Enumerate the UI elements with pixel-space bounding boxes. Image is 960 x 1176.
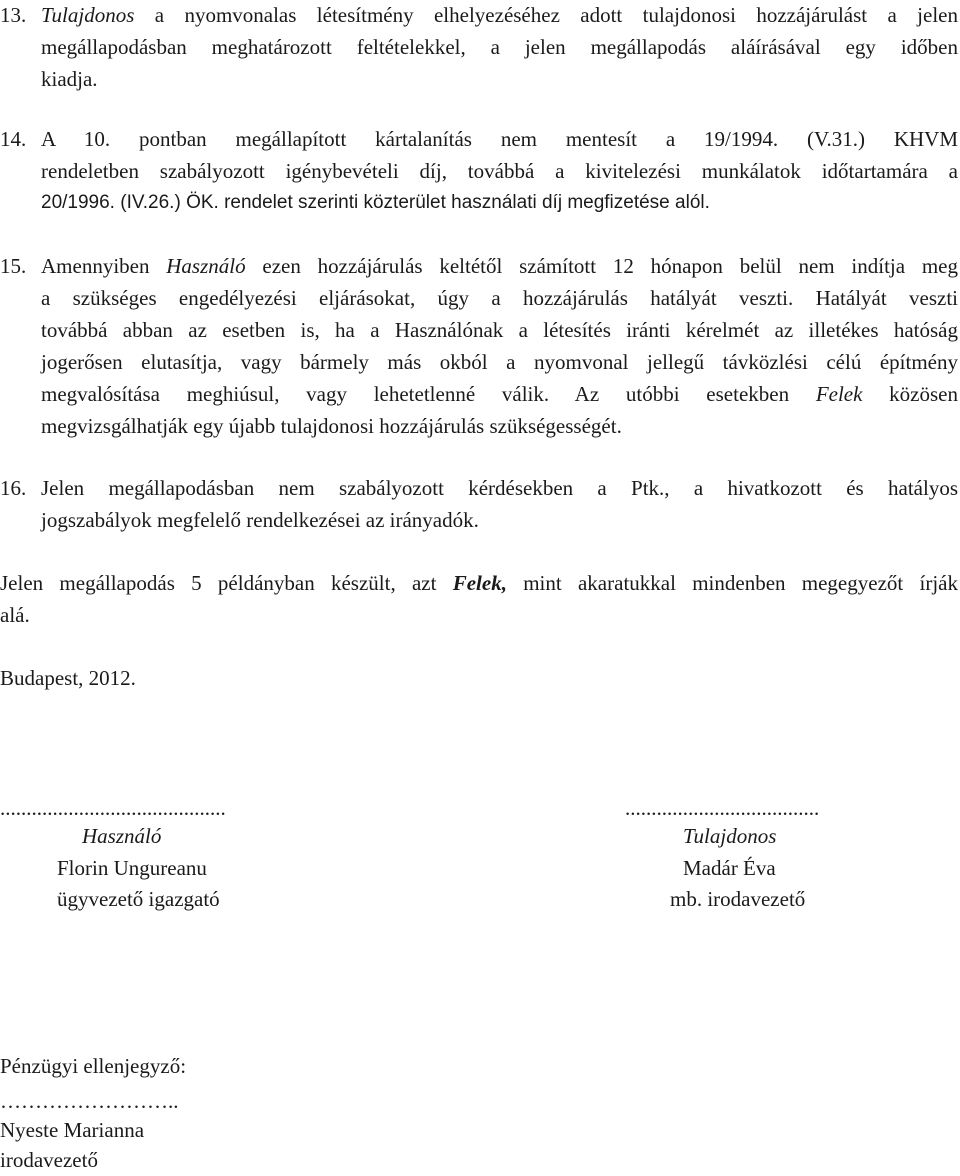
place-date: Budapest, 2012. (0, 666, 136, 690)
section-number: 16. (0, 476, 27, 500)
section-15 (0, 250, 958, 442)
closing-line: alá. (0, 603, 30, 627)
party-name: Felek (815, 382, 863, 406)
signature-line-left: ........................................... (0, 796, 226, 820)
section-line: továbbá abban az esetben is, ha a Használónak a létesítés iránti kérelmét az illetékes hatóság (41, 318, 958, 342)
signature-title-left: ügyvezető igazgató (57, 887, 220, 911)
section-line: Amennyiben Használó ezen hozzájárulás keltétől számított 12 hónapon belül nem indítja meg (41, 254, 958, 278)
section-number: 14. (0, 127, 27, 151)
section-number: 13. (0, 3, 27, 27)
section-line: 20/1996. (IV.26.) ÖK. rendelet szerinti közterület használati díj megfizetése alól. (41, 192, 710, 213)
signature-line-right: ..................................... (625, 796, 820, 820)
closing-paragraph (0, 567, 958, 631)
party-name: Tulajdonos (41, 3, 135, 27)
section-line: megvalósítása meghiúsul, vagy lehetetlenné válik. Az utóbbi esetekben Felek közösen (41, 382, 958, 406)
section-number: 15. (0, 254, 27, 278)
finance-name: Nyeste Marianna (0, 1118, 145, 1142)
finance-signature-line: …………………….. (0, 1089, 179, 1113)
signature-name-left: Florin Ungureanu (57, 856, 207, 880)
finance-label: Pénzügyi ellenjegyző: (0, 1054, 187, 1078)
finance-title: irodavezető (0, 1148, 98, 1172)
party-name: Használó (166, 254, 246, 278)
section-line: jogszabályok megfelelő rendelkezései az irányadók. (41, 508, 479, 532)
section-13 (0, 0, 958, 95)
party-name: Felek, (452, 571, 507, 595)
section-line: megállapodásban meghatározott feltételekkel, a jelen megállapodás aláírásával egy időben (41, 35, 958, 59)
section-14 (0, 123, 958, 219)
section-line: jogerősen elutasítja, vagy bármely más okból a nyomvonal jellegű távközlési célú építmény (41, 350, 958, 374)
signature-role-right: Tulajdonos (683, 824, 777, 848)
section-line: megvizsgálhatják egy újabb tulajdonosi hozzájárulás szükségességét. (41, 414, 622, 438)
signature-role-left: Használó (82, 824, 162, 848)
section-line: a szükséges engedélyezési eljárásokat, úgy a hozzájárulás hatályát veszti. Hatályát veszti (41, 286, 958, 310)
section-line: A 10. pontban megállapított kártalanítás nem mentesít a 19/1994. (V.31.) KHVM (41, 127, 958, 151)
closing-line: Jelen megállapodás 5 példányban készült, azt Felek, mint akaratukkal mindenben megegyezőt írják (0, 571, 958, 595)
section-line: Tulajdonos a nyomvonalas létesítmény elhelyezéséhez adott tulajdonosi hozzájárulást a jelen (41, 3, 958, 27)
signature-title-right: mb. irodavezető (670, 887, 806, 911)
section-line: kiadja. (41, 67, 98, 91)
signature-name-right: Madár Éva (683, 856, 776, 880)
section-line: Jelen megállapodásban nem szabályozott kérdésekben a Ptk., a hivatkozott és hatályos (41, 476, 958, 500)
section-line: rendeletben szabályozott igénybevételi díj, továbbá a kivitelezési munkálatok időtartamára a (41, 159, 958, 183)
section-16 (0, 472, 958, 536)
